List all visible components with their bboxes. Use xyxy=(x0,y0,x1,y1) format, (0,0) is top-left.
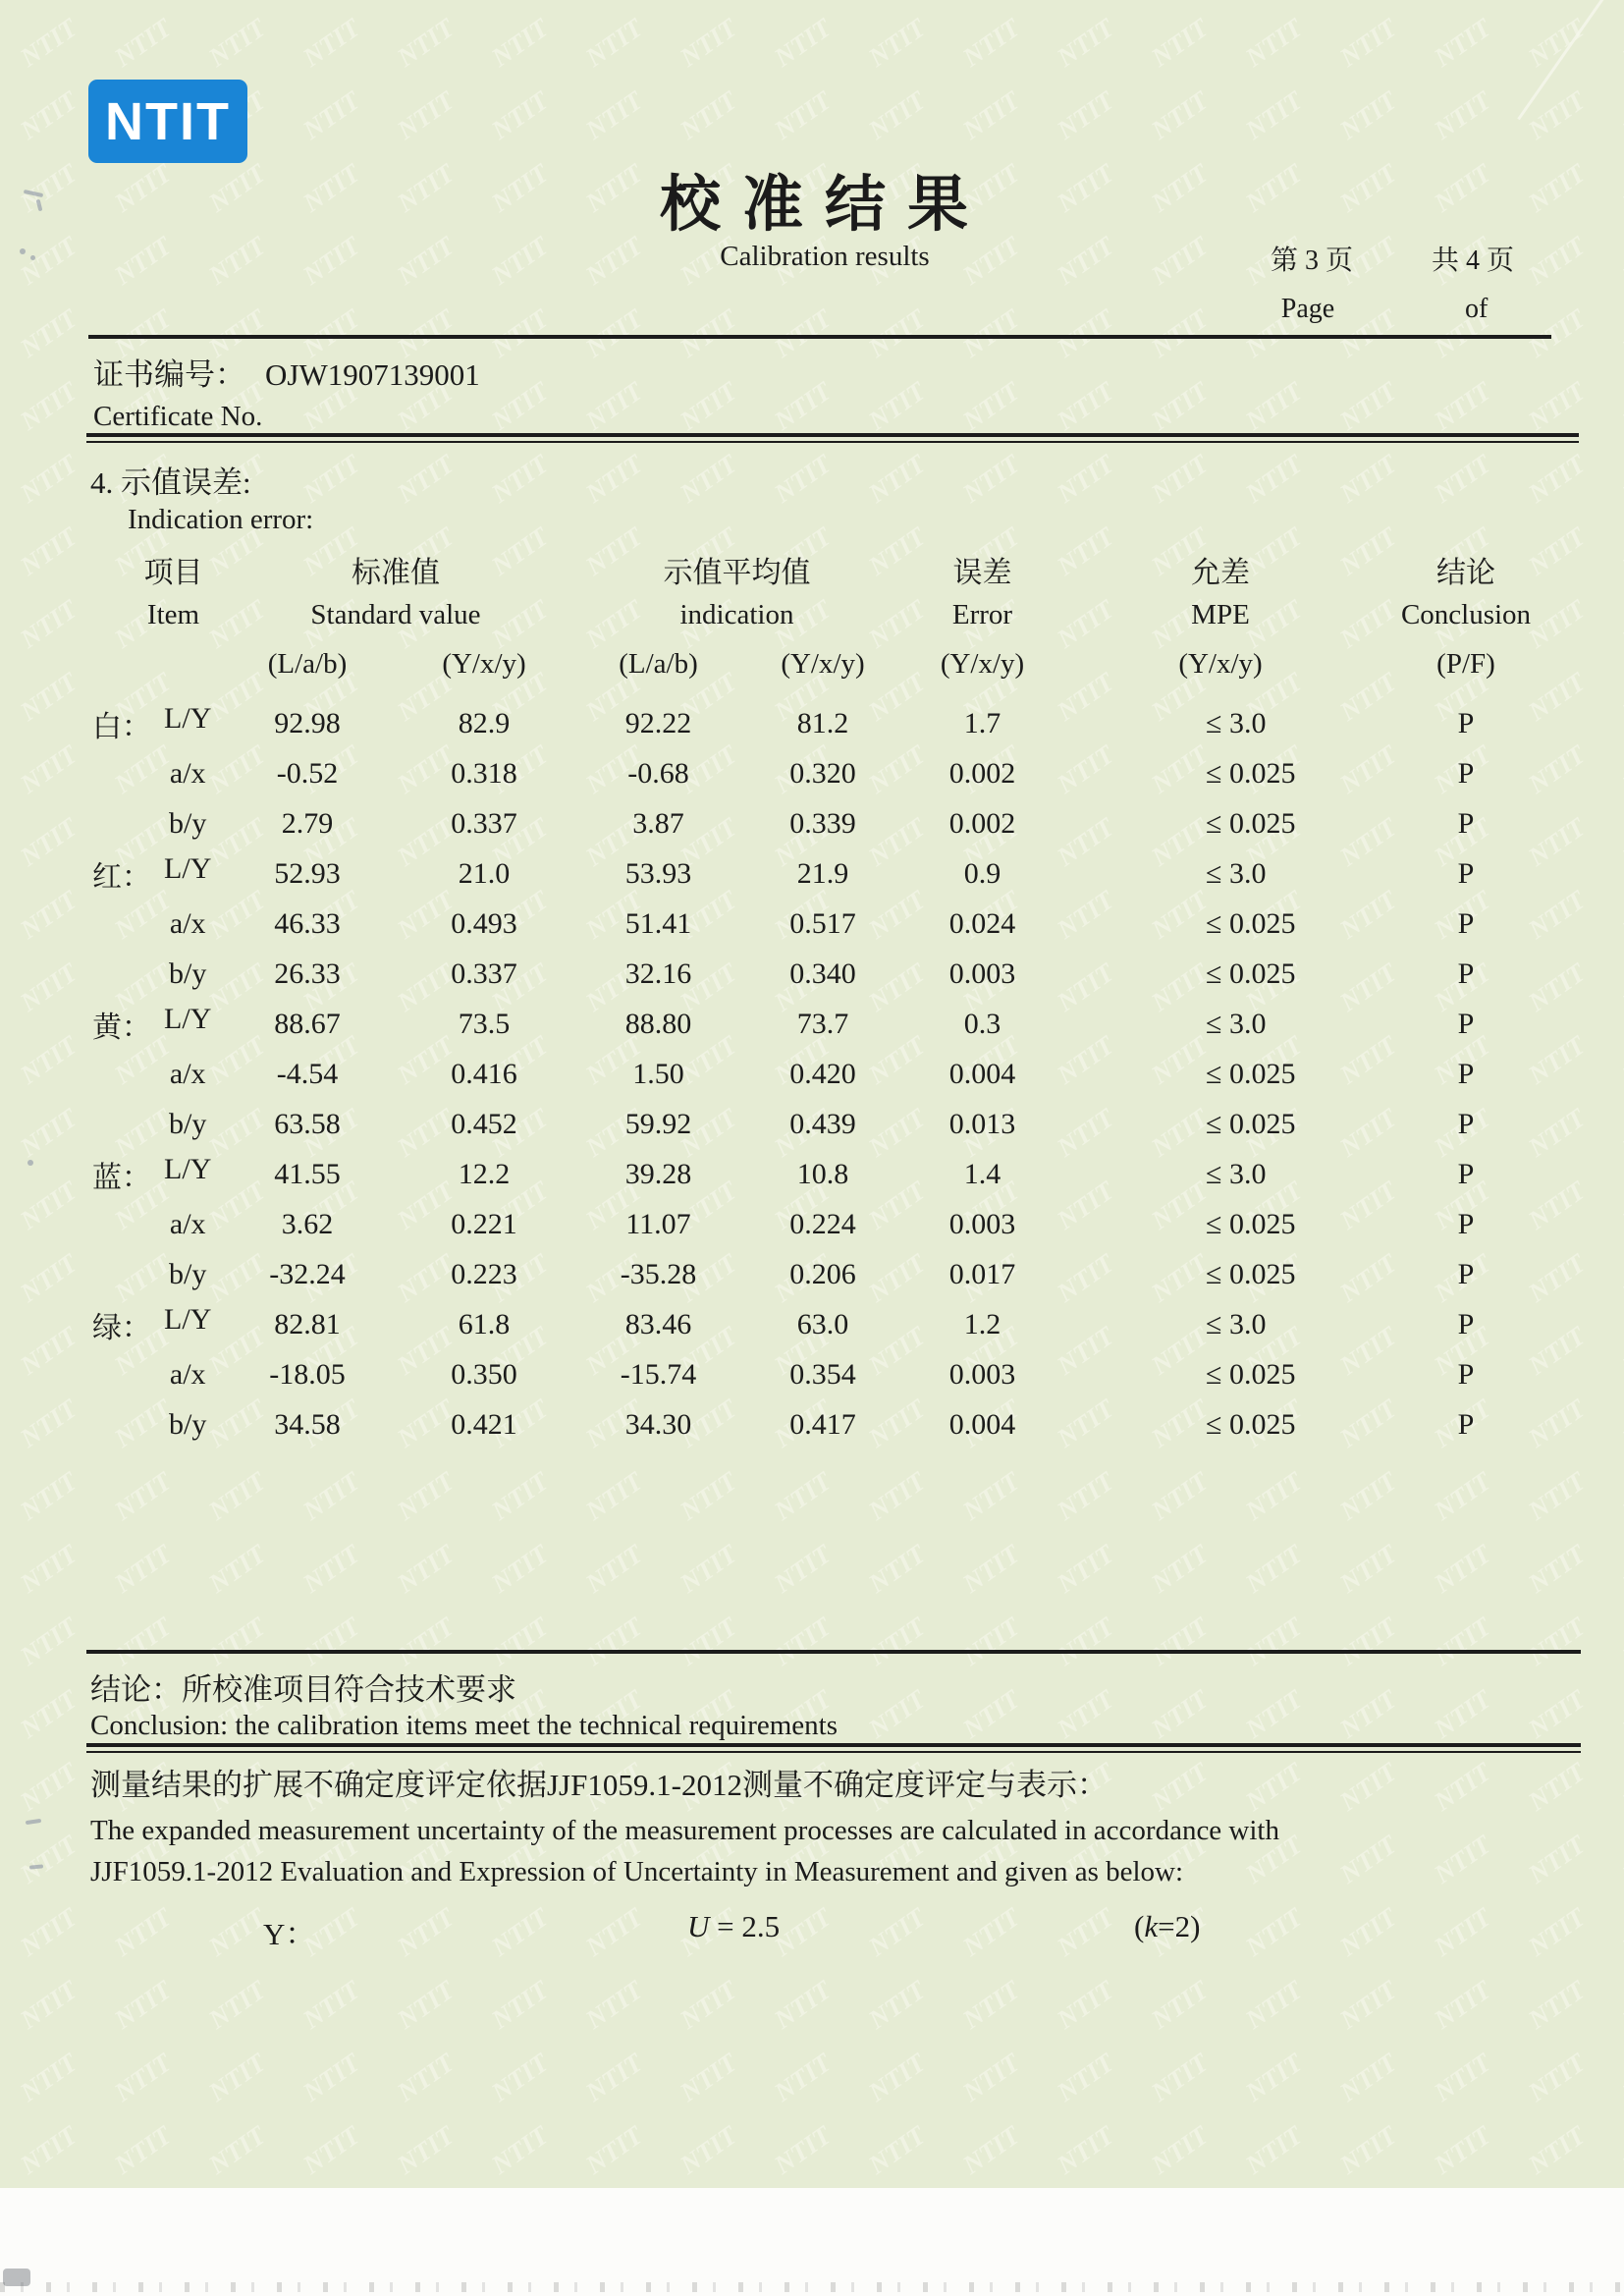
parameter-label: a/x xyxy=(169,756,206,790)
item-cell xyxy=(86,1303,219,1346)
indication-yxy-value: 0.417 xyxy=(789,1407,856,1441)
mpe-value: ≤ 0.025 xyxy=(1206,957,1296,990)
parameter-label: a/x xyxy=(169,906,206,940)
standard-yxy-value: 0.493 xyxy=(451,906,517,940)
standard-lab-value: 34.58 xyxy=(274,1407,341,1441)
indication-lab-value: 34.30 xyxy=(624,1407,692,1441)
table-row xyxy=(86,1149,1554,1199)
parameter-label: b/y xyxy=(169,1257,207,1290)
color-group-label xyxy=(86,807,156,841)
uncertainty-line2: JJF1059.1-2012 Evaluation and Expression of Uncertainty in Measurement and given as below: xyxy=(90,1856,1184,1887)
conclusion-statement: 结论：所校准项目符合技术要求 xyxy=(90,1672,516,1707)
indication-lab-value: 32.16 xyxy=(624,957,692,990)
color-group-label: 绿： xyxy=(92,1311,151,1344)
parameter-label: b/y xyxy=(169,1407,207,1441)
item-cell xyxy=(86,1358,219,1392)
standard-yxy-value: 0.421 xyxy=(451,1407,517,1441)
color-group-label: 蓝： xyxy=(92,1161,151,1194)
indication-yxy-value: 21.9 xyxy=(796,856,849,890)
color-group-label xyxy=(86,1358,156,1392)
error-value: 0.3 xyxy=(963,1007,1001,1040)
error-value: 0.9 xyxy=(963,856,1001,890)
header-divider-line xyxy=(88,335,1551,339)
color-group-label xyxy=(86,1258,156,1291)
conclusion-value: P xyxy=(1457,1307,1475,1340)
mpe-value: ≤ 0.025 xyxy=(1206,1107,1296,1140)
uncertainty-y-label: Y： xyxy=(263,1917,316,1951)
table-body xyxy=(86,698,1554,1449)
color-group-label xyxy=(86,907,156,941)
item-cell xyxy=(86,1003,219,1046)
mpe-value: ≤ 0.025 xyxy=(1206,1357,1296,1391)
u-value-rest: = 2.5 xyxy=(709,1909,781,1943)
certificate-divider-line xyxy=(86,433,1579,443)
error-value: 0.024 xyxy=(948,906,1016,940)
col-header-indication: 示值平均值 xyxy=(663,556,811,589)
units-standard-yxy: (Y/x/y) xyxy=(442,647,526,680)
standard-lab-value: 2.79 xyxy=(281,806,334,840)
indication-lab-value: 39.28 xyxy=(624,1157,692,1190)
standard-lab-value: 3.62 xyxy=(281,1207,334,1240)
parameter-label: a/x xyxy=(169,1057,206,1090)
scanner-background xyxy=(0,2188,1624,2296)
indication-yxy-value: 10.8 xyxy=(796,1157,849,1190)
parameter-label: a/x xyxy=(169,1357,206,1391)
col-header-error-en: Error xyxy=(951,599,1013,630)
standard-yxy-value: 21.0 xyxy=(458,856,511,890)
parameter-label: b/y xyxy=(169,1107,207,1140)
standard-lab-value: 26.33 xyxy=(274,957,341,990)
conclusion-top-line xyxy=(86,1650,1581,1654)
page-number: 第 3 页 xyxy=(1271,246,1354,276)
units-indication-yxy: (Y/x/y) xyxy=(781,647,865,680)
certificate-label: 证书编号： xyxy=(93,357,245,392)
units-conclusion-pf: (P/F) xyxy=(1436,647,1495,680)
mpe-value: ≤ 3.0 xyxy=(1206,1157,1267,1190)
mpe-value: ≤ 0.025 xyxy=(1206,806,1296,840)
error-value: 1.2 xyxy=(963,1307,1001,1340)
indication-yxy-value: 0.224 xyxy=(789,1207,856,1240)
standard-lab-value: 88.67 xyxy=(274,1007,341,1040)
certificate-label-english: Certificate No. xyxy=(93,401,263,432)
mpe-value: ≤ 0.025 xyxy=(1206,1207,1296,1240)
standard-lab-value: -4.54 xyxy=(276,1057,339,1090)
page-title-english: Calibration results xyxy=(720,241,930,272)
indication-yxy-value: 0.320 xyxy=(789,756,856,790)
conclusion-value: P xyxy=(1457,806,1475,840)
conclusion-divider-line xyxy=(86,1743,1581,1753)
mpe-value: ≤ 3.0 xyxy=(1206,706,1267,739)
item-cell xyxy=(86,807,219,841)
table-row xyxy=(86,949,1554,999)
standard-yxy-value: 0.318 xyxy=(451,756,517,790)
scanner-edge-speckles xyxy=(0,2282,1624,2292)
indication-lab-value: 83.46 xyxy=(624,1307,692,1340)
uncertainty-k-value xyxy=(1134,1909,1200,1944)
mpe-value: ≤ 3.0 xyxy=(1206,1007,1267,1040)
indication-yxy-value: 0.354 xyxy=(789,1357,856,1391)
certificate-number: OJW1907139001 xyxy=(265,357,480,392)
page-total: 共 4 页 xyxy=(1432,246,1515,276)
indication-lab-value: 92.22 xyxy=(624,706,692,739)
pencil-mark xyxy=(20,248,26,254)
standard-lab-value: -32.24 xyxy=(269,1257,346,1290)
conclusion-value: P xyxy=(1457,1257,1475,1290)
uncertainty-line1: The expanded measurement uncertainty of the measurement processes are calculated in accordance with xyxy=(90,1815,1279,1846)
standard-yxy-value: 0.337 xyxy=(451,957,517,990)
conclusion-value: P xyxy=(1457,1007,1475,1040)
table-row xyxy=(86,1199,1554,1249)
col-header-standard-en: Standard value xyxy=(310,599,481,630)
parameter-label: L/Y xyxy=(164,851,212,885)
indication-error-table xyxy=(86,546,1554,1449)
table-row xyxy=(86,1299,1554,1349)
parameter-label: L/Y xyxy=(164,701,212,735)
item-cell xyxy=(86,907,219,941)
color-group-label xyxy=(86,957,156,991)
standard-lab-value: 46.33 xyxy=(274,906,341,940)
k-value-rest: =2) xyxy=(1158,1909,1201,1943)
color-group-label xyxy=(86,1108,156,1141)
conclusion-value: P xyxy=(1457,706,1475,739)
standard-yxy-value: 12.2 xyxy=(458,1157,511,1190)
mpe-value: ≤ 3.0 xyxy=(1206,1307,1267,1340)
conclusion-value: P xyxy=(1457,1107,1475,1140)
error-value: 0.002 xyxy=(948,806,1016,840)
error-value: 0.002 xyxy=(948,756,1016,790)
item-cell xyxy=(86,957,219,991)
scanner-edge-smudge xyxy=(3,2269,30,2286)
standard-lab-value: 92.98 xyxy=(274,706,341,739)
mpe-value: ≤ 0.025 xyxy=(1206,1057,1296,1090)
item-cell xyxy=(86,757,219,791)
error-value: 0.004 xyxy=(948,1407,1016,1441)
col-header-conclusion-en: Conclusion xyxy=(1400,599,1532,630)
color-group-label: 白： xyxy=(92,710,151,743)
item-cell xyxy=(86,1058,219,1091)
standard-lab-value: -18.05 xyxy=(269,1357,346,1391)
indication-yxy-value: 73.7 xyxy=(796,1007,849,1040)
mpe-value: ≤ 0.025 xyxy=(1206,1407,1296,1441)
mpe-value: ≤ 0.025 xyxy=(1206,906,1296,940)
error-value: 0.003 xyxy=(948,1357,1016,1391)
item-cell xyxy=(86,702,219,745)
standard-yxy-value: 0.350 xyxy=(451,1357,517,1391)
indication-lab-value: -35.28 xyxy=(620,1257,697,1290)
standard-yxy-value: 61.8 xyxy=(458,1307,511,1340)
indication-lab-value: 51.41 xyxy=(624,906,692,940)
parameter-label: b/y xyxy=(169,806,207,840)
col-header-item: 项目 xyxy=(143,556,203,589)
pencil-mark xyxy=(30,255,35,260)
table-header-row-chinese xyxy=(86,546,1554,592)
standard-lab-value: -0.52 xyxy=(276,756,339,790)
col-header-indication-en: indication xyxy=(679,599,794,630)
parameter-label: b/y xyxy=(169,957,207,990)
section-heading-english: Indication error: xyxy=(128,504,314,535)
indication-yxy-value: 0.517 xyxy=(789,906,856,940)
uncertainty-u-value xyxy=(687,1909,780,1944)
col-header-error: 误差 xyxy=(952,556,1012,589)
standard-lab-value: 82.81 xyxy=(274,1307,341,1340)
standard-lab-value: 63.58 xyxy=(274,1107,341,1140)
page-total-english: of xyxy=(1465,294,1489,324)
error-value: 1.7 xyxy=(963,706,1001,739)
ntit-logo xyxy=(88,80,247,163)
units-error-yxy: (Y/x/y) xyxy=(940,647,1025,680)
color-group-label xyxy=(86,757,156,791)
table-header-row-english xyxy=(86,592,1554,638)
table-row xyxy=(86,698,1554,748)
col-header-standard: 标准值 xyxy=(352,556,440,589)
mpe-value: ≤ 0.025 xyxy=(1206,1257,1296,1290)
indication-yxy-value: 0.206 xyxy=(789,1257,856,1290)
error-value: 1.4 xyxy=(963,1157,1001,1190)
parameter-label: a/x xyxy=(169,1207,206,1240)
color-group-label xyxy=(86,1408,156,1442)
standard-lab-value: 52.93 xyxy=(274,856,341,890)
uncertainty-basis: 测量结果的扩展不确定度评定依据JJF1059.1-2012测量不确定度评定与表示： xyxy=(90,1768,1108,1802)
parameter-label: L/Y xyxy=(164,1302,212,1336)
conclusion-value: P xyxy=(1457,957,1475,990)
indication-yxy-value: 0.420 xyxy=(789,1057,856,1090)
conclusion-value: P xyxy=(1457,1407,1475,1441)
item-cell xyxy=(86,1408,219,1442)
item-cell xyxy=(86,1258,219,1291)
conclusion-value: P xyxy=(1457,1207,1475,1240)
table-row xyxy=(86,1249,1554,1299)
table-row xyxy=(86,1399,1554,1449)
indication-lab-value: 59.92 xyxy=(624,1107,692,1140)
error-value: 0.004 xyxy=(948,1057,1016,1090)
standard-yxy-value: 73.5 xyxy=(458,1007,511,1040)
indication-lab-value: 53.93 xyxy=(624,856,692,890)
indication-lab-value: 1.50 xyxy=(632,1057,684,1090)
table-row xyxy=(86,1049,1554,1099)
col-header-mpe-en: MPE xyxy=(1191,599,1250,630)
indication-yxy-value: 0.439 xyxy=(789,1107,856,1140)
color-group-label xyxy=(86,1058,156,1091)
units-standard-lab: (L/a/b) xyxy=(267,647,348,680)
section-heading: 4. 示值误差: xyxy=(90,465,251,500)
indication-yxy-value: 0.340 xyxy=(789,957,856,990)
item-cell xyxy=(86,1153,219,1196)
u-symbol: U xyxy=(687,1909,710,1943)
certificate-number-row xyxy=(93,350,480,394)
table-row xyxy=(86,848,1554,899)
conclusion-value: P xyxy=(1457,756,1475,790)
table-units-row xyxy=(86,638,1554,689)
page-title: 校准结果 xyxy=(659,172,990,239)
standard-yxy-value: 0.416 xyxy=(451,1057,517,1090)
indication-lab-value: 11.07 xyxy=(625,1207,691,1240)
parameter-label: L/Y xyxy=(164,1152,212,1185)
item-cell xyxy=(86,1208,219,1241)
parameter-label: L/Y xyxy=(164,1002,212,1035)
standard-yxy-value: 0.223 xyxy=(451,1257,517,1290)
k-paren: ( xyxy=(1134,1909,1145,1943)
standard-lab-value: 41.55 xyxy=(274,1157,341,1190)
conclusion-value: P xyxy=(1457,1057,1475,1090)
error-value: 0.017 xyxy=(948,1257,1016,1290)
indication-yxy-value: 0.339 xyxy=(789,806,856,840)
col-header-item-en: Item xyxy=(146,599,200,630)
standard-yxy-value: 0.337 xyxy=(451,806,517,840)
table-row xyxy=(86,1349,1554,1399)
ntit-logo-text: NTIT xyxy=(105,91,231,151)
units-indication-lab: (L/a/b) xyxy=(619,647,698,680)
standard-yxy-value: 0.452 xyxy=(451,1107,517,1140)
conclusion-value: P xyxy=(1457,1357,1475,1391)
standard-yxy-value: 0.221 xyxy=(451,1207,517,1240)
mpe-value: ≤ 0.025 xyxy=(1206,756,1296,790)
mpe-value: ≤ 3.0 xyxy=(1206,856,1267,890)
error-value: 0.013 xyxy=(948,1107,1016,1140)
conclusion-value: P xyxy=(1457,906,1475,940)
item-cell xyxy=(86,1108,219,1141)
units-mpe-yxy: (Y/x/y) xyxy=(1178,647,1263,680)
color-group-label: 红： xyxy=(92,860,151,894)
col-header-conclusion: 结论 xyxy=(1436,556,1495,589)
error-value: 0.003 xyxy=(948,957,1016,990)
conclusion-value: P xyxy=(1457,856,1475,890)
indication-lab-value: -15.74 xyxy=(620,1357,697,1391)
indication-lab-value: 3.87 xyxy=(632,806,684,840)
indication-yxy-value: 81.2 xyxy=(796,706,849,739)
conclusion-statement-english: Conclusion: the calibration items meet the technical requirements xyxy=(90,1710,839,1741)
table-row xyxy=(86,748,1554,798)
table-row xyxy=(86,999,1554,1049)
k-symbol: k xyxy=(1144,1909,1159,1943)
conclusion-value: P xyxy=(1457,1157,1475,1190)
table-row xyxy=(86,798,1554,848)
table-row xyxy=(86,899,1554,949)
page-number-english: Page xyxy=(1280,294,1335,324)
table-row xyxy=(86,1099,1554,1149)
error-value: 0.003 xyxy=(948,1207,1016,1240)
indication-lab-value: 88.80 xyxy=(624,1007,692,1040)
color-group-label: 黄： xyxy=(92,1011,151,1044)
indication-yxy-value: 63.0 xyxy=(796,1307,849,1340)
pencil-mark xyxy=(27,1160,33,1166)
item-cell xyxy=(86,852,219,896)
color-group-label xyxy=(86,1208,156,1241)
col-header-mpe: 允差 xyxy=(1191,556,1250,589)
indication-lab-value: -0.68 xyxy=(627,756,689,790)
standard-yxy-value: 82.9 xyxy=(458,706,511,739)
